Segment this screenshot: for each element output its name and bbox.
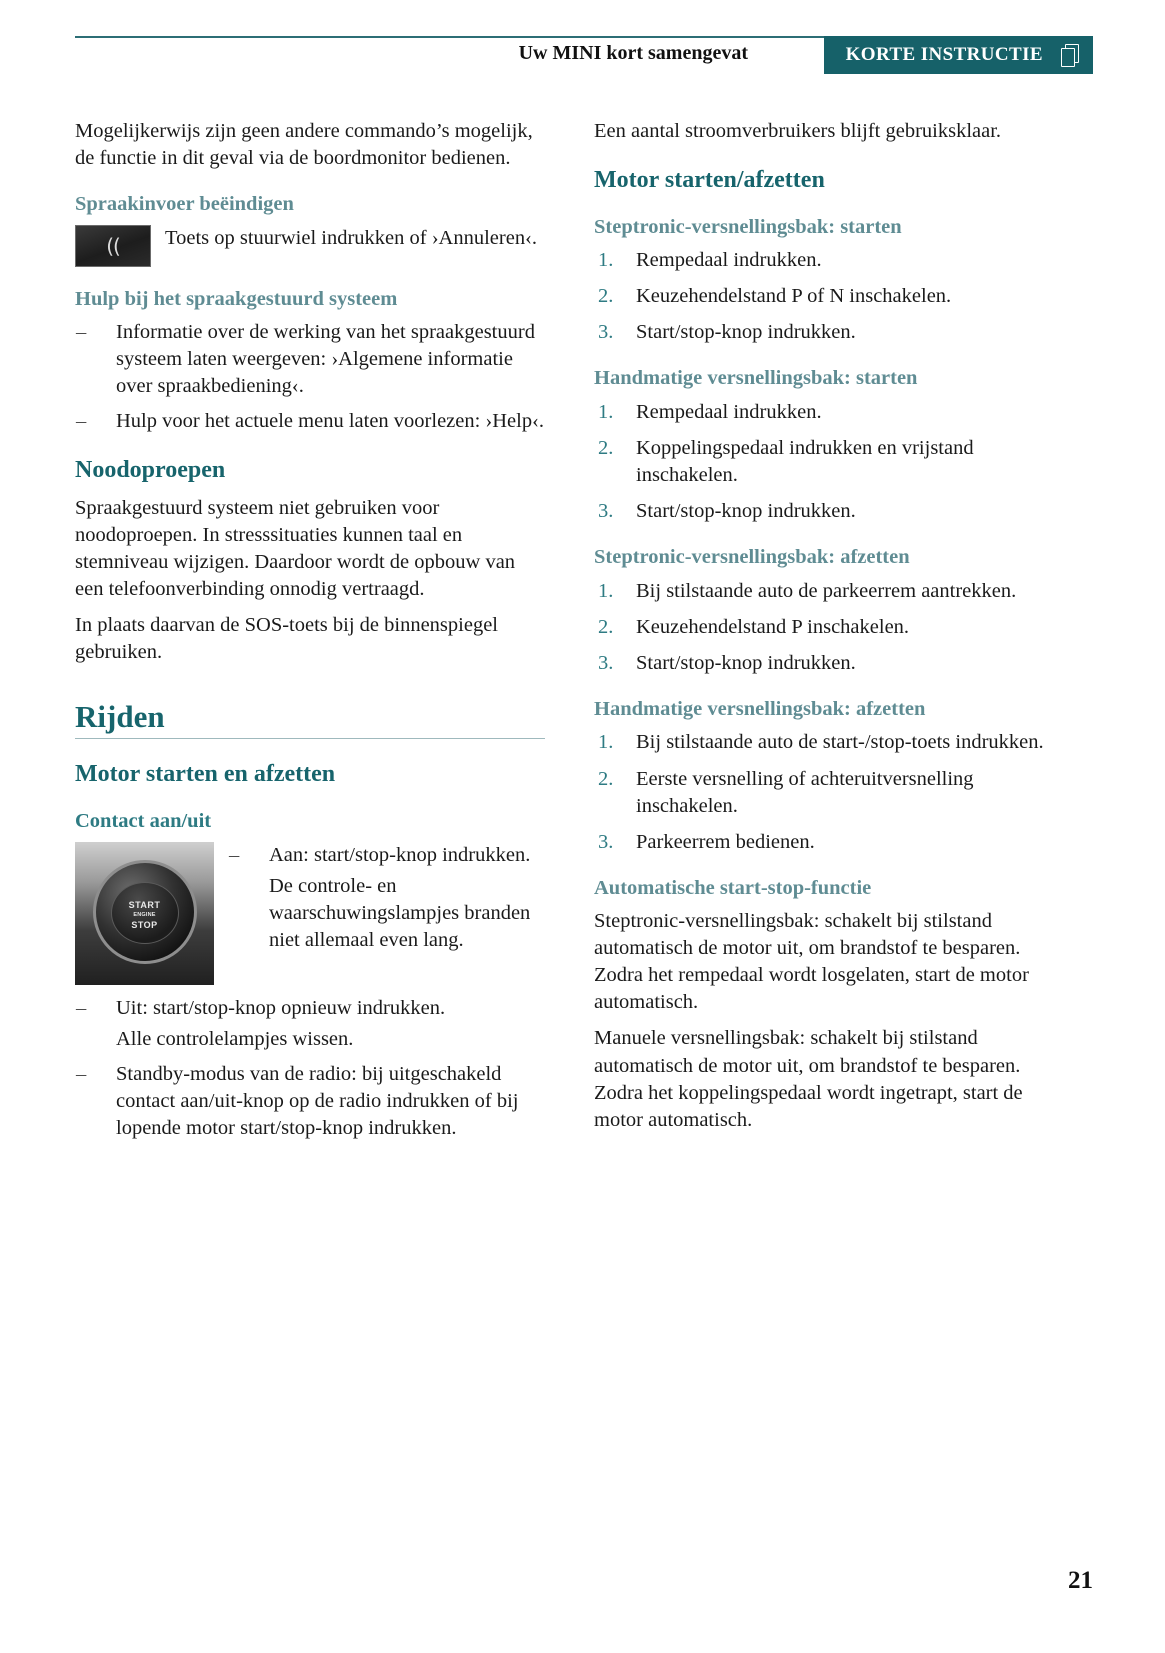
list-item-text: Standby-modus van de radio: bij uitgeschakeld contact aan/uit-knop op de radio indrukken of bij lopende motor start/stop-knop indrukken. — [116, 1062, 519, 1139]
list-item-text: Start/stop-knop indrukken. — [636, 321, 856, 344]
list-item — [594, 729, 1064, 756]
list-item — [594, 614, 1064, 641]
contact-figure-row — [75, 842, 545, 985]
list-item-text: Keuzehendelstand P of N inschakelen. — [636, 285, 952, 308]
step-number: 3. — [598, 830, 614, 853]
intro-paragraph: Mogelijkerwijs zijn geen andere commando’s mogelijk, de functie in dit geval via de boordmonitor bedienen. — [75, 120, 533, 170]
step-number: 3. — [598, 500, 614, 523]
dash-bullet: – — [76, 996, 87, 1019]
handmatig-afzetten-steps — [594, 729, 1064, 855]
list-item — [594, 578, 1064, 605]
list-item — [594, 829, 1064, 856]
handmatig-starten-steps — [594, 399, 1064, 525]
steptronic-starten-steps — [594, 247, 1064, 346]
heading-motor-starten-afzetten: Motor starten en afzetten — [75, 761, 336, 788]
list-item — [75, 319, 545, 400]
list-item-text: Rempedaal indrukken. — [636, 249, 822, 272]
voice-end-figure-row — [75, 225, 545, 267]
heading-rule — [75, 738, 545, 739]
list-item — [594, 650, 1064, 677]
heading-steptronic-starten: Steptronic-versnellingsbak: starten — [594, 215, 902, 238]
heading-noodoproepen: Noodoproepen — [75, 457, 226, 484]
list-item — [594, 766, 1064, 820]
step-number: 2. — [598, 615, 614, 638]
emergency-paragraph-1: Spraakgestuurd systeem niet gebruiken voor noodoproepen. In stresssituaties kunnen taal en stemniveau wijzigen. Daardoor wordt de opbouw van een telefoonverbinding onnodig vertraagd. — [75, 497, 516, 601]
dash-bullet: – — [76, 321, 87, 344]
step-number: 2. — [598, 767, 614, 790]
step-number: 3. — [598, 321, 614, 344]
left-column — [75, 118, 545, 1150]
right-top-paragraph: Een aantal stroomverbruikers blijft gebruiksklaar. — [594, 120, 1002, 142]
list-item — [594, 498, 1064, 525]
dash-bullet: – — [76, 410, 87, 433]
heading-rijden: Rijden — [75, 699, 165, 735]
heading-spraakinvoer-beeindigen: Spraakinvoer beëindigen — [75, 193, 294, 216]
list-item-text: Bij stilstaande auto de start-/stop-toets indrukken. — [636, 731, 1044, 754]
list-item — [594, 399, 1064, 426]
dash-bullet: – — [229, 843, 240, 866]
list-item — [594, 435, 1064, 489]
list-item-text: Start/stop-knop indrukken. — [636, 500, 856, 523]
chapter-tab — [824, 36, 1093, 74]
auto-startstop-paragraph-2: Manuele versnellingsbak: schakelt bij stilstand automatisch de motor uit, om brandstof te besparen. Zodra het koppelingspedaal wordt ingetrapt, start de motor automatisch. — [594, 1027, 1023, 1131]
heading-automatische-start-stop: Automatische start-stop-functie — [594, 876, 872, 899]
page-number: 21 — [1068, 1567, 1093, 1594]
chapter-tab-label: KORTE INSTRUCTIE — [845, 44, 1043, 65]
heading-handmatig-afzetten: Handmatige versnellingsbak: afzetten — [594, 697, 926, 720]
step-number: 2. — [598, 285, 614, 308]
header-title: Uw MINI kort samengevat — [518, 42, 748, 64]
heading-handmatig-starten: Handmatige versnellingsbak: starten — [594, 367, 918, 390]
steering-wheel-voice-button-icon: (( — [75, 225, 151, 267]
list-item-text: Start/stop-knop indrukken. — [636, 651, 856, 674]
list-item — [594, 319, 1064, 346]
list-item — [228, 842, 545, 954]
contact-list-first — [228, 842, 545, 954]
step-number: 3. — [598, 651, 614, 674]
list-item — [594, 247, 1064, 274]
step-number: 1. — [598, 579, 614, 602]
voice-end-text: Toets op stuurwiel indrukken of ›Annuleren‹. — [165, 226, 538, 249]
dash-bullet: – — [76, 1062, 87, 1085]
contact-list-rest — [75, 995, 545, 1142]
list-item-text: Koppelingspedaal indrukken en vrijstand inschakelen. — [636, 437, 974, 487]
list-item — [594, 283, 1064, 310]
start-stop-button-photo: START ENGINE STOP — [75, 842, 214, 985]
list-item-subtext: De controle- en waarschuwingslampjes branden niet allemaal even lang. — [269, 874, 531, 951]
list-item-text: Uit: start/stop-knop opnieuw indrukken. — [116, 996, 446, 1019]
pages-icon — [1061, 44, 1079, 66]
list-item-text: Eerste versnelling of achteruitversnelling inschakelen. — [636, 767, 974, 817]
heading-motor-starten-afzetten-right: Motor starten/afzetten — [594, 167, 825, 194]
step-number: 1. — [598, 400, 614, 423]
list-item-text: Bij stilstaande auto de parkeerrem aantrekken. — [636, 579, 1017, 602]
step-number: 1. — [598, 249, 614, 272]
list-item-text: Informatie over de werking van het spraakgestuurd systeem laten weergeven: ›Algemene informatie over spraakbediening‹. — [116, 321, 535, 398]
list-item — [75, 1061, 545, 1142]
list-item-text: Aan: start/stop-knop indrukken. — [269, 843, 531, 866]
list-item-text: Hulp voor het actuele menu laten voorlezen: ›Help‹. — [116, 410, 545, 433]
list-item-text: Rempedaal indrukken. — [636, 400, 822, 423]
list-item-text: Keuzehendelstand P inschakelen. — [636, 615, 910, 638]
voice-help-list — [75, 319, 545, 435]
step-number: 2. — [598, 437, 614, 460]
heading-hulp-spraakgestuurd: Hulp bij het spraakgestuurd systeem — [75, 287, 398, 310]
page-header — [75, 36, 1093, 76]
auto-startstop-paragraph-1: Steptronic-versnellingsbak: schakelt bij stilstand automatisch de motor uit, om brandstof te besparen. Zodra het rempedaal wordt losgelaten, start de motor automatisch. — [594, 910, 1029, 1014]
right-column — [594, 118, 1064, 1143]
list-item — [75, 995, 545, 1053]
heading-steptronic-afzetten: Steptronic-versnellingsbak: afzetten — [594, 546, 910, 569]
step-number: 1. — [598, 731, 614, 754]
list-item-text: Parkeerrem bedienen. — [636, 830, 815, 853]
list-item-subtext: Alle controlelampjes wissen. — [116, 1027, 354, 1050]
list-item — [75, 408, 545, 435]
steptronic-afzetten-steps — [594, 578, 1064, 677]
heading-contact-aan-uit: Contact aan/uit — [75, 810, 212, 833]
emergency-paragraph-2: In plaats daarvan de SOS-toets bij de binnenspiegel gebruiken. — [75, 614, 498, 664]
